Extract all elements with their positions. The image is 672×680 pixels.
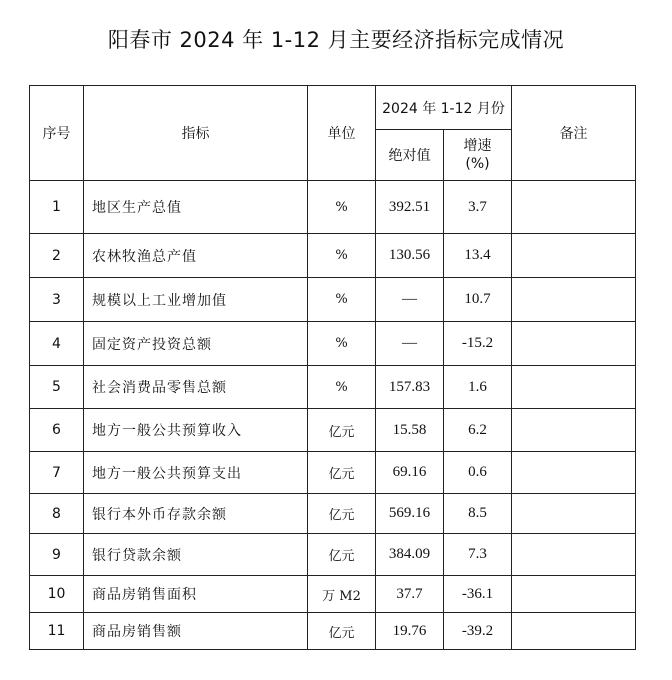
growth-rate-cell: 0.6 [444, 452, 512, 494]
table-row [30, 322, 636, 366]
absolute-value-cell: 15.58 [376, 409, 444, 452]
indicators-table [29, 85, 636, 650]
note-cell [512, 613, 636, 650]
note-cell [512, 322, 636, 366]
table-row [30, 576, 636, 613]
absolute-value-cell: 569.16 [376, 494, 444, 534]
growth-rate-cell: 8.5 [444, 494, 512, 534]
unit-cell: % [308, 366, 376, 409]
row-number: 5 [30, 366, 84, 409]
absolute-value-cell: 69.16 [376, 452, 444, 494]
absolute-value-cell: — [376, 322, 444, 366]
row-number: 6 [30, 409, 84, 452]
absolute-value-cell: — [376, 278, 444, 322]
row-number: 4 [30, 322, 84, 366]
absolute-value-cell: 392.51 [376, 181, 444, 234]
unit-cell: 亿元 [308, 613, 376, 650]
unit-cell: 亿元 [308, 494, 376, 534]
table-row [30, 534, 636, 576]
growth-rate-cell: -39.2 [444, 613, 512, 650]
header-growth-unit: (%) [465, 156, 490, 172]
note-cell [512, 409, 636, 452]
absolute-value-cell: 130.56 [376, 234, 444, 278]
note-cell [512, 452, 636, 494]
growth-rate-cell: 6.2 [444, 409, 512, 452]
absolute-value-cell: 19.76 [376, 613, 444, 650]
growth-rate-cell: -36.1 [444, 576, 512, 613]
header-no: 序号 [30, 86, 84, 181]
row-number: 2 [30, 234, 84, 278]
indicator-name: 地区生产总值 [84, 181, 308, 234]
row-number: 7 [30, 452, 84, 494]
note-cell [512, 534, 636, 576]
note-cell [512, 181, 636, 234]
row-number: 3 [30, 278, 84, 322]
indicator-name: 商品房销售面积 [84, 576, 308, 613]
header-growth-label: 增速 [463, 138, 492, 154]
unit-cell: 亿元 [308, 409, 376, 452]
indicator-name: 地方一般公共预算支出 [84, 452, 308, 494]
growth-rate-cell: 3.7 [444, 181, 512, 234]
growth-rate-cell: 1.6 [444, 366, 512, 409]
table-row [30, 452, 636, 494]
row-number: 10 [30, 576, 84, 613]
row-number: 8 [30, 494, 84, 534]
table-row [30, 366, 636, 409]
note-cell [512, 494, 636, 534]
table-row [30, 494, 636, 534]
unit-cell: 亿元 [308, 534, 376, 576]
growth-rate-cell: 7.3 [444, 534, 512, 576]
unit-cell: % [308, 322, 376, 366]
row-number: 1 [30, 181, 84, 234]
indicator-name: 农林牧渔总产值 [84, 234, 308, 278]
indicator-name: 社会消费品零售总额 [84, 366, 308, 409]
indicator-name: 规模以上工业增加值 [84, 278, 308, 322]
unit-cell: % [308, 234, 376, 278]
unit-cell: 万 M2 [308, 576, 376, 613]
page-title: 阳春市 2024 年 1-12 月主要经济指标完成情况 [107, 28, 565, 52]
note-cell [512, 576, 636, 613]
table-row [30, 234, 636, 278]
unit-cell: % [308, 181, 376, 234]
unit-cell: 亿元 [308, 452, 376, 494]
note-cell [512, 366, 636, 409]
table-row [30, 278, 636, 322]
row-number: 9 [30, 534, 84, 576]
indicator-name: 银行本外币存款余额 [84, 494, 308, 534]
growth-rate-cell: -15.2 [444, 322, 512, 366]
indicator-name: 银行贷款余额 [84, 534, 308, 576]
header-absolute: 绝对值 [376, 130, 444, 181]
table-row [30, 613, 636, 650]
table-row [30, 409, 636, 452]
absolute-value-cell: 157.83 [376, 366, 444, 409]
table-body [30, 181, 636, 650]
note-cell [512, 234, 636, 278]
row-number: 11 [30, 613, 84, 650]
growth-rate-cell: 10.7 [444, 278, 512, 322]
header-note: 备注 [512, 86, 636, 181]
header-unit: 单位 [308, 86, 376, 181]
header-indicator: 指标 [84, 86, 308, 181]
growth-rate-cell: 13.4 [444, 234, 512, 278]
unit-cell: % [308, 278, 376, 322]
note-cell [512, 278, 636, 322]
absolute-value-cell: 37.7 [376, 576, 444, 613]
indicator-name: 商品房销售额 [84, 613, 308, 650]
header-growth [444, 130, 512, 181]
absolute-value-cell: 384.09 [376, 534, 444, 576]
table-row [30, 181, 636, 234]
indicator-name: 地方一般公共预算收入 [84, 409, 308, 452]
indicator-name: 固定资产投资总额 [84, 322, 308, 366]
header-period: 2024 年 1-12 月份 [376, 86, 512, 130]
